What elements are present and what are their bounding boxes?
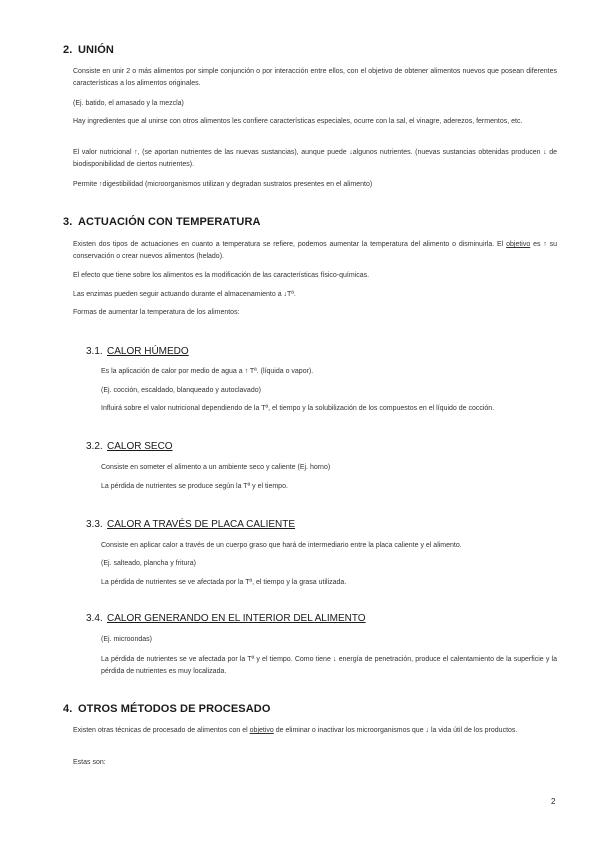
section-heading-union [63,44,114,56]
subsection-heading-calor-humedo [86,346,189,357]
paragraph: El efecto que tiene sobre los alimentos es la modificación de las características físico-químicas. [73,272,370,279]
paragraph: (Ej. microondas) [101,636,152,643]
paragraph: Influirá sobre el valor nutricional dependiendo de la Tª, el tiempo y la solubilización de los compuestos en el líquido de cocción. [101,405,495,412]
text-fragment: Existen otras técnicas de procesado de alimentos con el [73,727,250,734]
text-fragment: de eliminar o inactivar los microorganismos que ↓ la vida útil de los productos. [273,727,518,734]
section-title: ACTUACIÓN CON TEMPERATURA [78,216,261,228]
subsection-title: CALOR GENERANDO EN EL INTERIOR DEL ALIMENTO [107,613,366,624]
underlined-word: objetivo [249,727,274,734]
paragraph: Consiste en unir 2 o más alimentos por simple conjunción o por interacción entre ellos, con el objetivo de obtener alimentos nuevos que posean diferentes características a los alimentos originales. [73,68,557,87]
section-title: OTROS MÉTODOS DE PROCESADO [78,703,271,715]
paragraph: La pérdida de nutrientes se produce según la Tª y el tiempo. [101,483,288,490]
section-title: UNIÓN [78,44,114,56]
subsection-title: CALOR HÚMEDO [107,346,189,357]
text-fragment: es ↑ su conservación o crear nuevos alimentos (helado). [73,241,558,260]
section-number: 3. [63,216,73,228]
section-number: 2. [63,44,73,56]
paragraph: (Ej. salteado, plancha y fritura) [101,560,196,567]
paragraph: Hay ingredientes que al unirse con otros alimentos les confiere características especiales, ocurre con la sal, el vinagre, aderezos, fermentos, etc. [73,118,523,125]
subsection-title: CALOR SECO [107,441,173,452]
subsection-number: 3.1. [86,346,103,357]
paragraph: Consiste en someter el alimento a un ambiente seco y caliente (Ej. horno) [101,464,331,471]
subsection-title: CALOR A TRAVÉS DE PLACA CALIENTE [107,519,296,530]
subsection-number: 3.2. [86,441,103,452]
paragraph: La pérdida de nutrientes se ve afectada por la Tª y el tiempo. Como tiene ↓ energía de penetración, produce el calentamiento de la superficie y la pérdida de nutrientes es muy localizada. [101,656,557,675]
subsection-number: 3.3. [86,519,103,530]
text-fragment: Existen dos tipos de actuaciones en cuanto a temperatura se refiere, podemos aumentar la temperatura del alimento o disminuirla. El [73,241,507,248]
subsection-heading-calor-seco [86,441,173,452]
paragraph: (Ej. cocción, escaldado, blanqueado y autoclavado) [101,387,261,394]
section-heading-otros-metodos [63,703,270,715]
subsection-heading-calor-interior [86,613,366,624]
paragraph [73,239,557,263]
section-number: 4. [63,703,73,715]
subsection-heading-placa-caliente [86,519,295,530]
paragraph: Estas son: [73,759,106,766]
paragraph: Es la aplicación de calor por medio de agua a ↑ Tª. (líquida o vapor). [101,368,314,375]
page-number: 2 [551,797,556,806]
underlined-word: objetivo [506,241,531,248]
paragraph: (Ej. batido, el amasado y la mezcla) [73,100,184,107]
paragraph: Consiste en aplicar calor a través de un cuerpo graso que hará de intermediario entre la placa caliente y el alimento. [101,542,462,549]
paragraph: La pérdida de nutrientes se ve afectada por la Tª, el tiempo y la grasa utilizada. [101,579,347,586]
paragraph: Permite ↑digestibilidad (microorganismos utilizan y degradan sustratos presentes en el alimento) [73,181,373,188]
paragraph: Formas de aumentar la temperatura de los alimentos: [73,309,240,316]
paragraph: El valor nutricional ↑, (se aportan nutrientes de las nuevas sustancias), aunque puede ↓algunos nutrientes. (nuevas sustancias obtenidas producen ↓ de biodisponibilidad de ciertos nutrientes). [73,149,557,168]
subsection-number: 3.4. [86,613,103,624]
paragraph [73,725,557,737]
section-heading-temperatura [63,216,261,228]
paragraph: Las enzimas pueden seguir actuando durante el almacenamiento a ↓Tª. [73,291,296,298]
